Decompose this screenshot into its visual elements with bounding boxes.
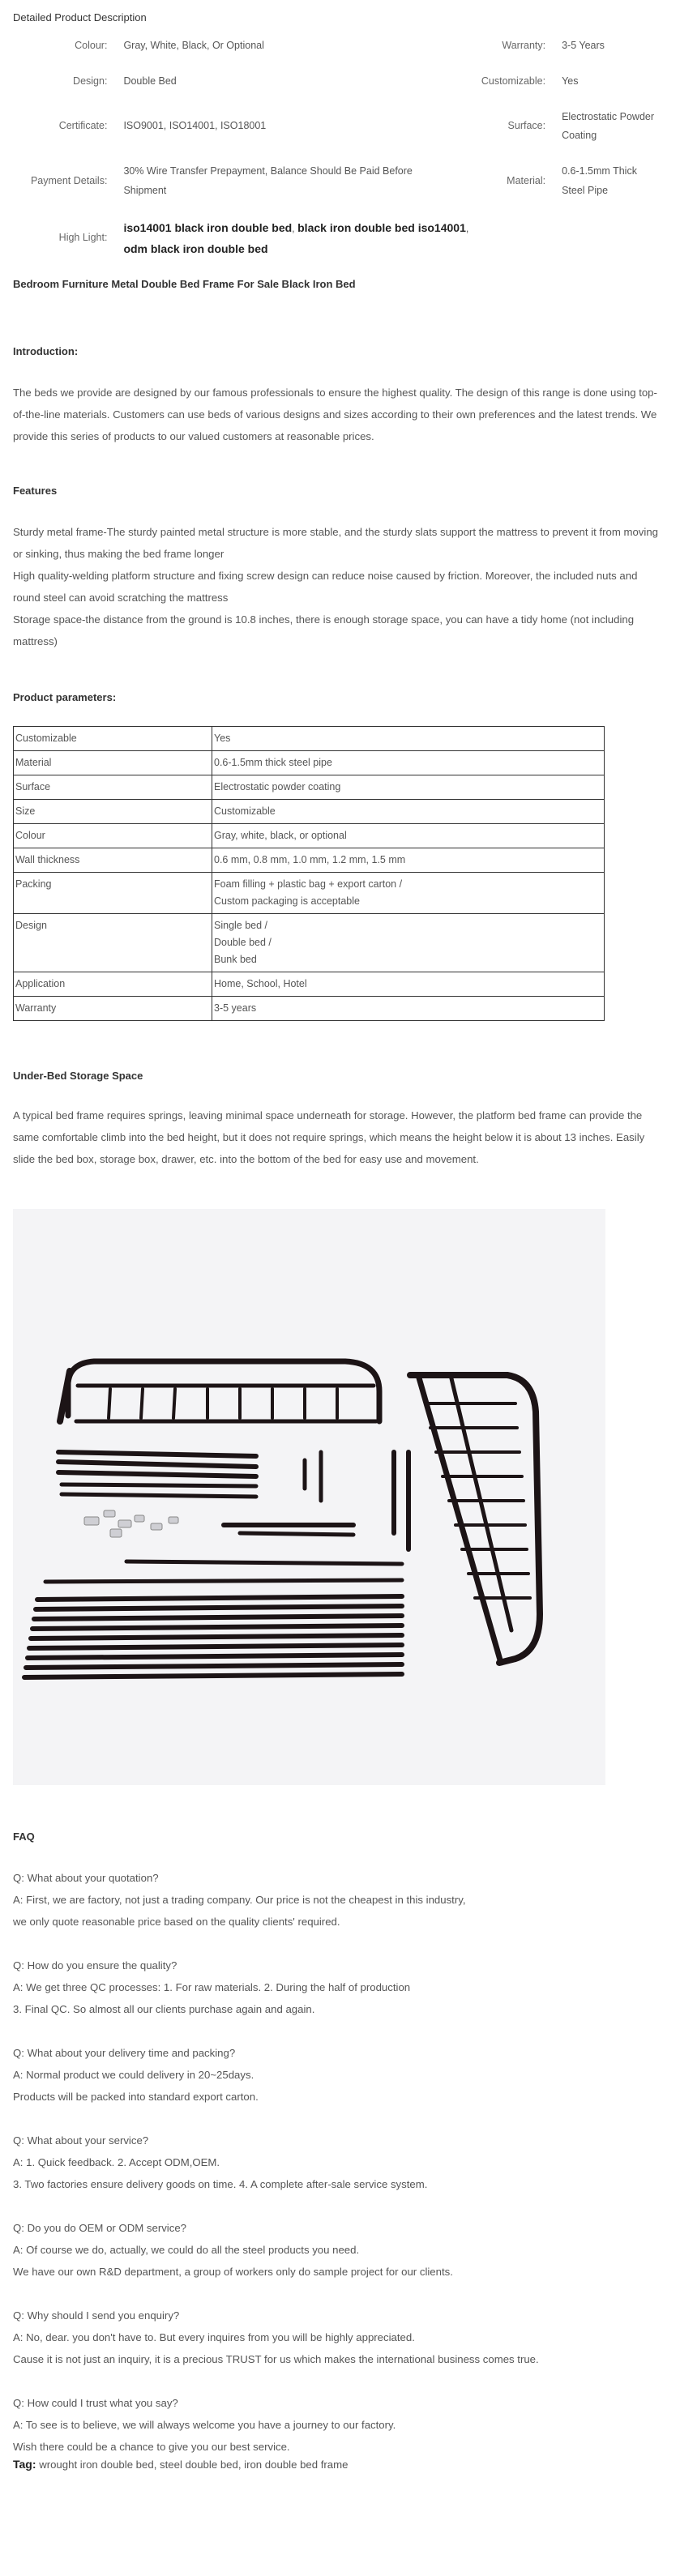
faq-item: Q: What about your service? A: 1. Quick feedback. 2. Accept ODM,OEM. 3. Two factories ensure delivery goods on time. 4. A complete after-sale service system. [13,2134,428,2190]
param-key: Warranty [14,997,212,1021]
table-row [14,727,605,751]
table-row [14,914,605,972]
introduction-heading: Introduction: [13,345,79,357]
faq-item: Q: Why should I send you enquiry? A: No, dear. you don't have to. But every inquires from you will be highly appreciated. Cause it is not just an inquiry, it is a precious TRUST for us which makes the international business comes true. [13,2309,539,2365]
param-value: Yes [212,727,605,751]
table-row [14,775,605,800]
high-light-values: iso14001 black iron double bed, black iron double bed iso14001, odm black iron double bed [123,220,469,256]
faq-item: Q: What about your quotation? A: First, we are factory, not just a trading company. Our price is not the cheapest in this industry, we only quote reasonable price based on the quality clients' required. [13,1872,466,1928]
section-title: Detailed Product Description [13,11,147,23]
param-value: Foam filling + plastic bag + export carton / Custom packaging is acceptable [212,873,605,914]
attribute-row [13,154,667,209]
faq-heading: FAQ [13,1831,35,1843]
param-value: Home, School, Hotel [212,972,605,997]
attr-value: Double Bed [123,75,177,87]
feature-item: Storage space-the distance from the ground is 10.8 inches, there is enough storage space, you can have a tidy home (not including mattress) [13,613,635,647]
attr-label: Payment Details: [30,174,108,186]
tag-link[interactable]: wrought iron double bed [39,2459,154,2471]
high-light-link[interactable]: odm black iron double bed [123,242,268,256]
tag-label: Tag: [13,2458,36,2471]
attr-label: Design: [73,75,108,87]
attribute-row [13,64,667,100]
table-row [14,997,605,1021]
attr-value: Gray, White, Black, Or Optional [123,40,264,51]
param-key: Surface [14,775,212,800]
param-value: Gray, white, black, or optional [212,824,605,848]
attr-label: Surface: [507,120,546,132]
attr-label: Material: [507,174,546,186]
table-row [14,972,605,997]
attr-label: Colour: [75,40,108,51]
attribute-row [13,100,667,155]
attr-value: Yes [562,75,579,87]
attr-label: Certificate: [58,120,108,132]
param-key: Wall thickness [14,848,212,873]
table-row [14,873,605,914]
tag-link[interactable]: iron double bed frame [244,2459,349,2471]
param-key: Material [14,751,212,775]
high-light-link[interactable]: black iron double bed iso14001 [297,220,466,234]
tag-link[interactable]: steel double bed [160,2459,238,2471]
storage-text: A typical bed frame requires springs, leaving minimal space underneath for storage. However, the platform bed frame can provide the same comfortable climb into the bed height, but it does not require springs, which means the height below it is about 13 inches. Easily slide the bed box, storage box, drawer, etc. into the bottom of the bed for easy use and movement. [13,1109,645,1165]
param-key: Application [14,972,212,997]
attribute-row [13,28,667,64]
param-key: Packing [14,873,212,914]
faq-item: Q: What about your delivery time and packing? A: Normal product we could delivery in 20~25days. Products will be packed into standard export carton. [13,2047,259,2103]
attr-label: Warranty: [502,40,546,51]
bed-frame-illustration [13,1209,605,1785]
param-value: 3-5 years [212,997,605,1021]
faq-item: Q: How could I trust what you say? A: To see is to believe, we will always welcome you have a journey to our factory. Wish there could be a chance to give you our best service. [13,2397,396,2453]
param-value: Electrostatic powder coating [212,775,605,800]
parameters-table [13,726,605,1021]
param-value: 0.6 mm, 0.8 mm, 1.0 mm, 1.2 mm, 1.5 mm [212,848,605,873]
param-value: 0.6-1.5mm thick steel pipe [212,751,605,775]
feature-item: High quality-welding platform structure and fixing screw design can reduce noise caused by friction. Moreover, the included nuts and round steel can avoid scratching the mattress [13,570,638,604]
introduction-text: The beds we provide are designed by our famous professionals to ensure the highest quality. The design of this range is done using top-of-the-line materials. Customers can use beds of various designs and sizes according to their own preferences and the latest trends. We provide this series of products to our valued customers at reasonable prices. [13,387,657,442]
table-row [14,824,605,848]
high-light-row [13,209,667,269]
feature-item: Sturdy metal frame-The sturdy painted metal structure is more stable, and the sturdy slats support the mattress to prevent it from moving or sinking, thus making the bed frame longer [13,526,658,560]
attr-value: Electrostatic Powder Coating [562,110,655,142]
storage-heading: Under-Bed Storage Space [13,1070,143,1082]
high-light-link[interactable]: iso14001 black iron double bed [123,220,293,234]
faq-item: Q: Do you do OEM or ODM service? A: Of course we do, actually, we could do all the steel products you need. We have our own R&D department, a group of workers only do sample project for our clients. [13,2222,453,2278]
param-value: Single bed / Double bed / Bunk bed [212,914,605,972]
attr-label: Customizable: [481,75,546,87]
attr-value: 3-5 Years [562,40,605,51]
attr-value: ISO9001, ISO14001, ISO18001 [123,120,267,132]
table-row [14,751,605,775]
tag-line: Tag: wrought iron double bed, steel double bed, iron double bed frame [13,2458,349,2471]
attr-value: 0.6-1.5mm Thick Steel Pipe [562,165,637,196]
attr-value: 30% Wire Transfer Prepayment, Balance Should Be Paid Before Shipment [123,165,413,196]
table-row [14,848,605,873]
product-title: Bedroom Furniture Metal Double Bed Frame For Sale Black Iron Bed [13,278,356,290]
table-row [14,800,605,824]
parameters-heading: Product parameters: [13,691,117,703]
attribute-table [13,28,667,268]
features-heading: Features [13,485,58,497]
param-value: Customizable [212,800,605,824]
faq-list [13,1867,667,2458]
param-key: Size [14,800,212,824]
param-key: Customizable [14,727,212,751]
param-key: Design [14,914,212,972]
high-light-label: High Light: [58,232,108,244]
faq-item: Q: How do you ensure the quality? A: We get three QC processes: 1. For raw materials. 2. During the half of production 3. Final QC. So almost all our clients purchase again and again. [13,1959,411,2015]
product-photo [13,1209,605,1785]
param-key: Colour [14,824,212,848]
